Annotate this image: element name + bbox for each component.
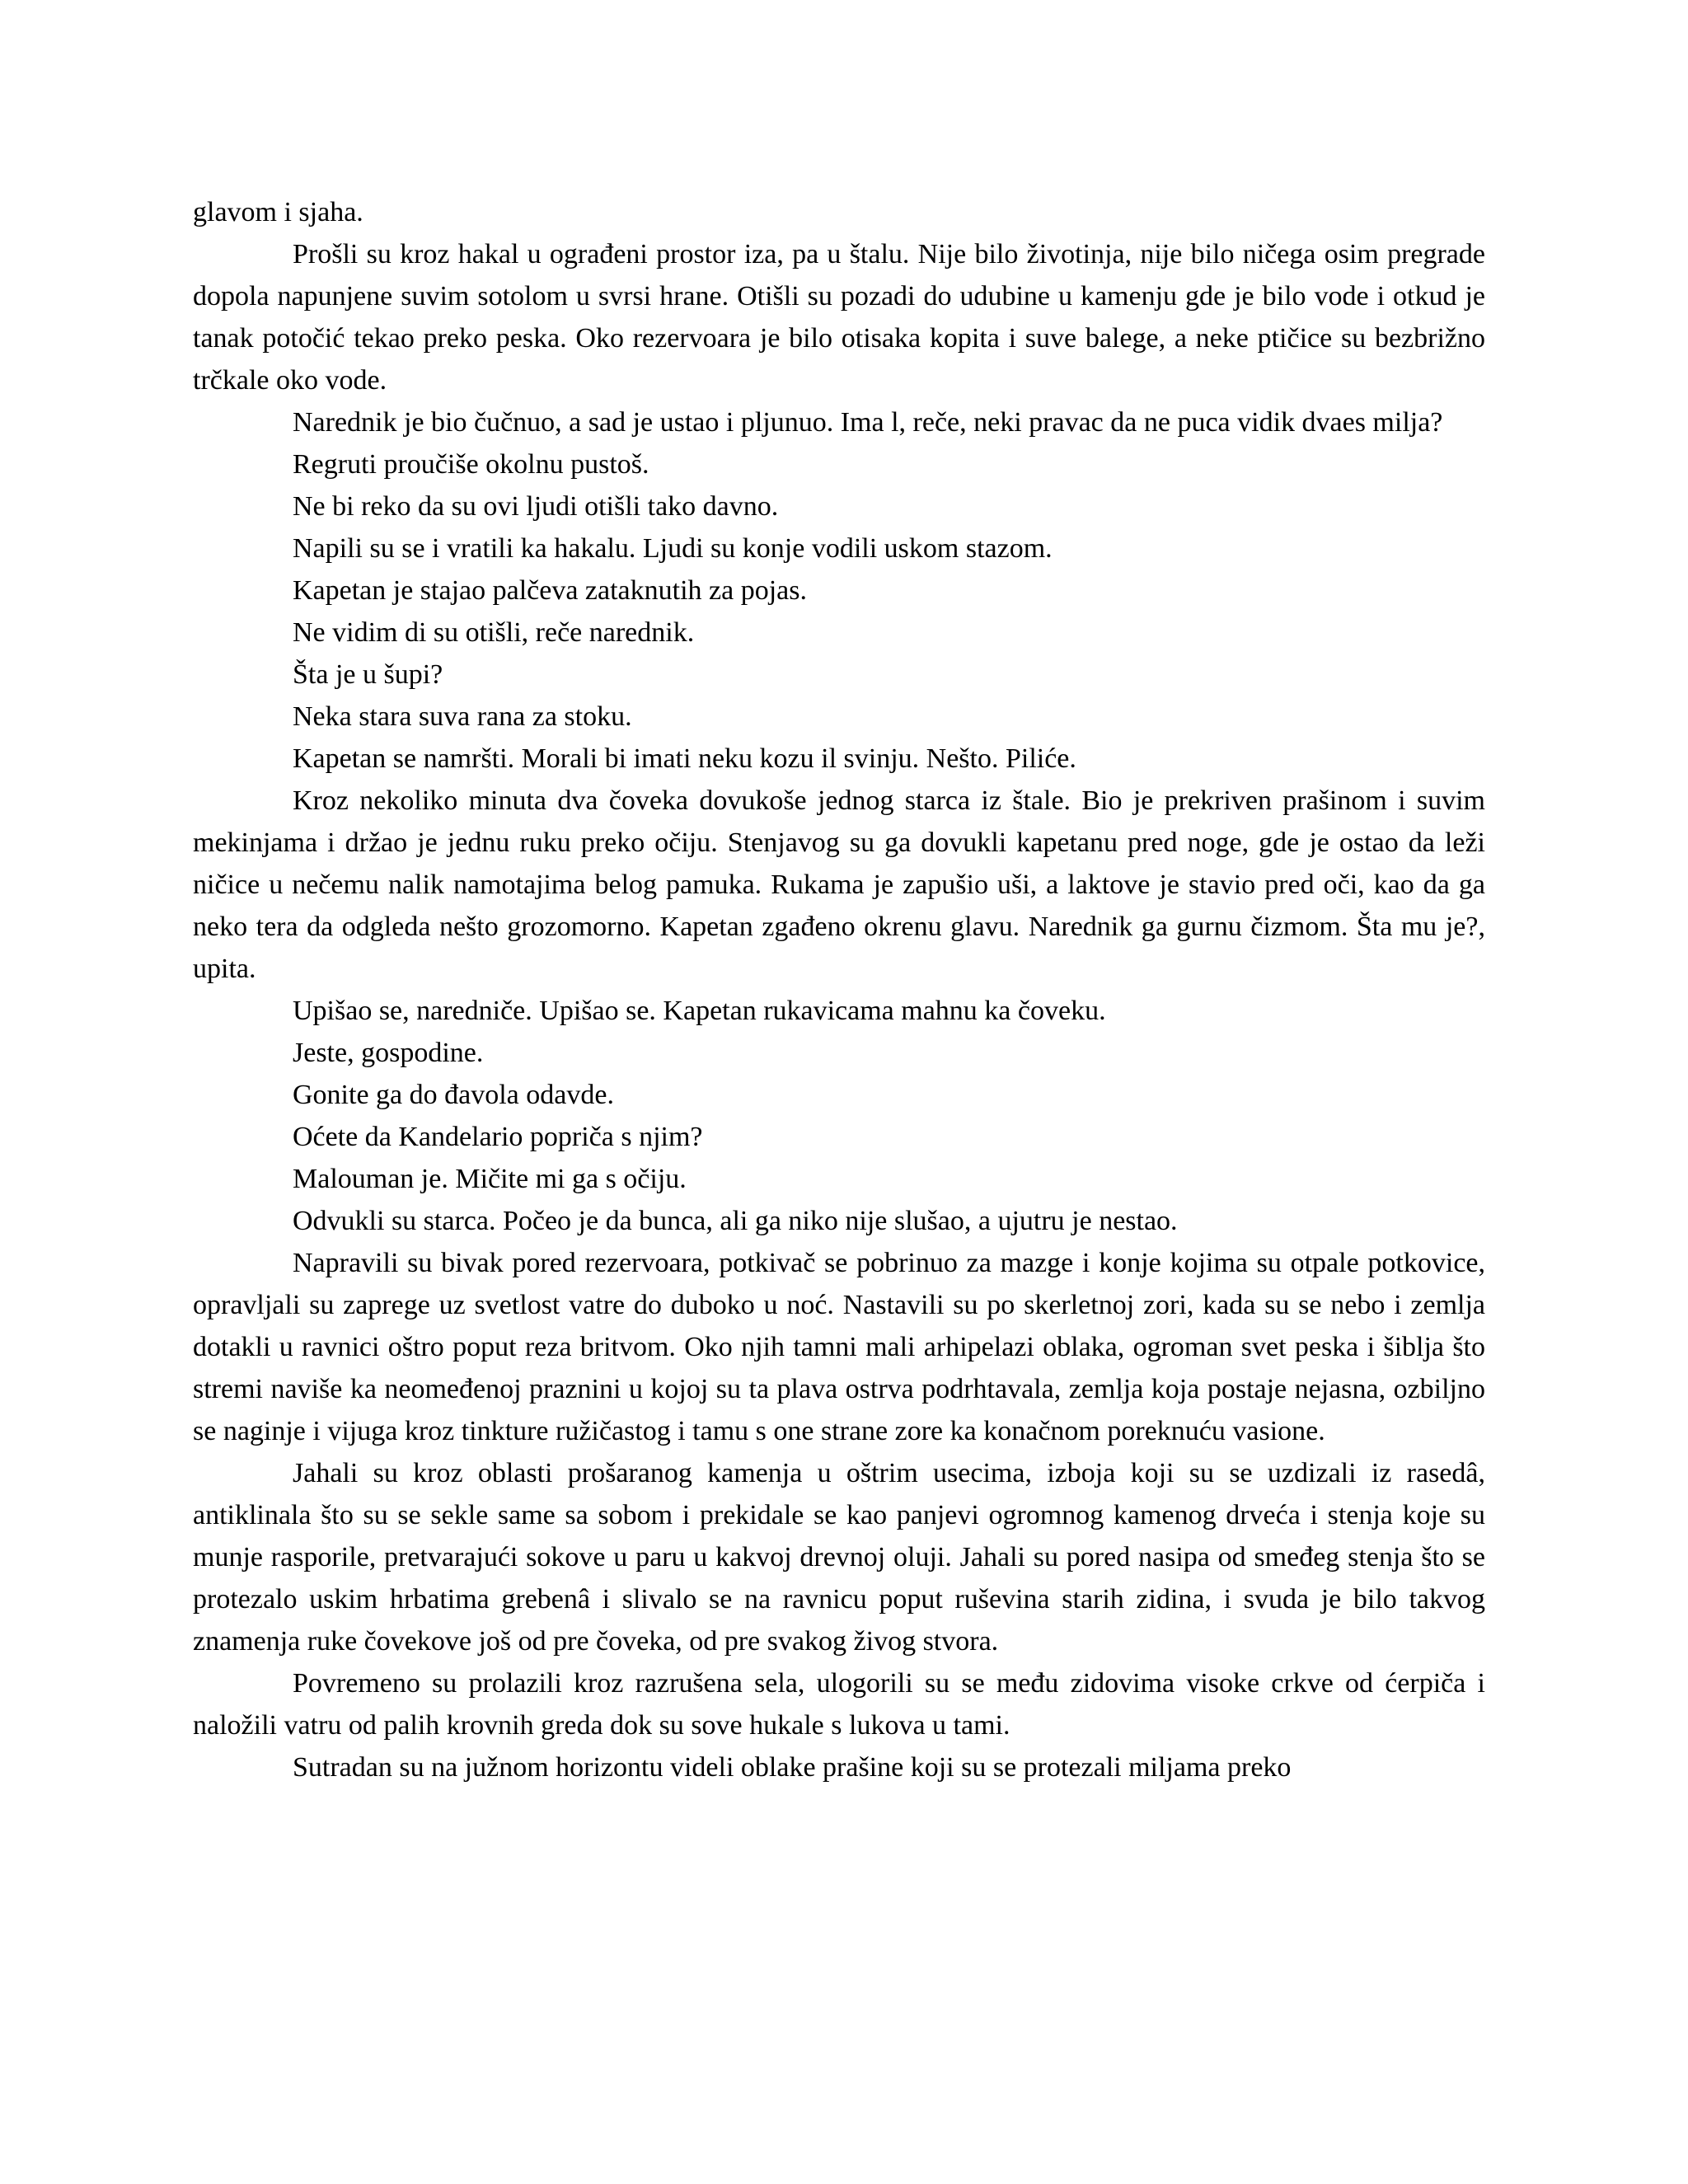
paragraph-5: Ne bi reko da su ovi ljudi otišli tako davno. xyxy=(293,491,779,522)
paragraph-6: Napili su se i vratili ka hakalu. Ljudi su konje vodili uskom stazom. xyxy=(293,533,1053,564)
paragraph-12: Kroz nekoliko minuta dva čoveka dovukoše jednog starca iz štale. Bio je prekriven prašinom i suvim mekinjama i držao je jednu ruku preko očiju. Stenjavog su ga dovukli kapetanu pred noge, gde je ostao da leži ničice u nečemu nalik namotajima belog pamuka. Rukama je zapušio uši, a laktove je stavio pred oči, kao da ga neko tera da odgleda nešto grozomorno. Kapetan zgađeno okrenu glavu. Narednik ga gurnu čizmom. Šta mu je?, upita. xyxy=(193,785,1485,984)
paragraph-16: Oćete da Kandelario popriča s njim? xyxy=(293,1122,703,1152)
paragraph-8: Ne vidim di su otišli, reče narednik. xyxy=(293,617,695,648)
paragraph-14: Jeste, gospodine. xyxy=(293,1038,484,1068)
paragraph-1: glavom i sjaha. xyxy=(193,197,363,227)
paragraph-19: Napravili su bivak pored rezervoara, potkivač se pobrinuo za mazge i konje kojima su otpale potkovice, opravljali su zaprege uz svetlost vatre do duboko u noć. Nastavili su po skerletnoj zori, kada su se nebo i zemlja dotakli u ravnici oštro poput reza britvom. Oko njih tamni mali arhipelazi oblaka, ogroman svet peska i šiblja što stremi naviše ka neomeđenoj praznini u kojoj su ta plava ostrva podrhtavala, zemlja koja postaje nejasna, ozbiljno se naginje i vijuga kroz tinkture ružičastog i tamu s one strane zore ka konačnom poreknuću vasione. xyxy=(193,1248,1485,1446)
paragraph-20: Jahali su kroz oblasti prošaranog kamenja u oštrim usecima, izboja koji su se uzdizali iz rasedâ, antiklinala što su se sekle same sa sobom i prekidale se kao panjevi ogromnog kamenog drveća i stenja koje su munje rasporile, pretvarajući sokove u paru u kakvoj drevnoj oluji. Jahali su pored nasipa od smeđeg stenja što se protezalo uskim hrbatima grebenâ i slivalo se na ravnicu poput ruševina starih zidina, i svuda je bilo takvog znamenja ruke čovekove još od pre čoveka, od pre svakog živog stvora. xyxy=(193,1458,1485,1657)
paragraph-13: Upišao se, naredniče. Upišao se. Kapetan rukavicama mahnu ka čoveku. xyxy=(293,996,1106,1026)
paragraph-22: Sutradan su na južnom horizontu videli oblake prašine koji su se protezali miljama preko xyxy=(293,1752,1292,1783)
paragraph-7: Kapetan je stajao palčeva zataknutih za pojas. xyxy=(293,575,807,606)
paragraph-4: Regruti proučiše okolnu pustoš. xyxy=(293,449,649,480)
paragraph-9: Šta je u šupi? xyxy=(293,659,443,690)
paragraph-15: Gonite ga do đavola odavde. xyxy=(293,1080,614,1110)
paragraph-18: Odvukli su starca. Počeo je da bunca, ali ga niko nije slušao, a ujutru je nestao. xyxy=(293,1206,1178,1236)
paragraph-11: Kapetan se namršti. Morali bi imati neku kozu il svinju. Nešto. Piliće. xyxy=(293,743,1076,774)
paragraph-10: Neka stara suva rana za stoku. xyxy=(293,701,632,732)
paragraph-2: Prošli su kroz hakal u ograđeni prostor iza, pa u štalu. Nije bilo životinja, nije bilo ničega osim pregrade dopola napunjene suvim sotolom u svrsi hrane. Otišli su pozadi do udubine u kamenju gde je bilo vode i otkud je tanak potočić tekao preko peska. Oko rezervoara je bilo otisaka kopita i suve balege, a neke ptičice su bezbrižno trčkale oko vode. xyxy=(193,239,1485,396)
paragraph-3: Narednik je bio čučnuo, a sad je ustao i pljunuo. Ima l, reče, neki pravac da ne puca vidik dvaes milja? xyxy=(293,407,1443,438)
paragraph-21: Povremeno su prolazili kroz razrušena sela, ulogorili su se među zidovima visoke crkve od ćerpiča i naložili vatru od palih krovnih greda dok su sove hukale s lukova u tami. xyxy=(193,1668,1485,1741)
paragraph-17: Malouman je. Mičite mi ga s očiju. xyxy=(293,1164,687,1194)
body-text xyxy=(193,191,1485,1788)
